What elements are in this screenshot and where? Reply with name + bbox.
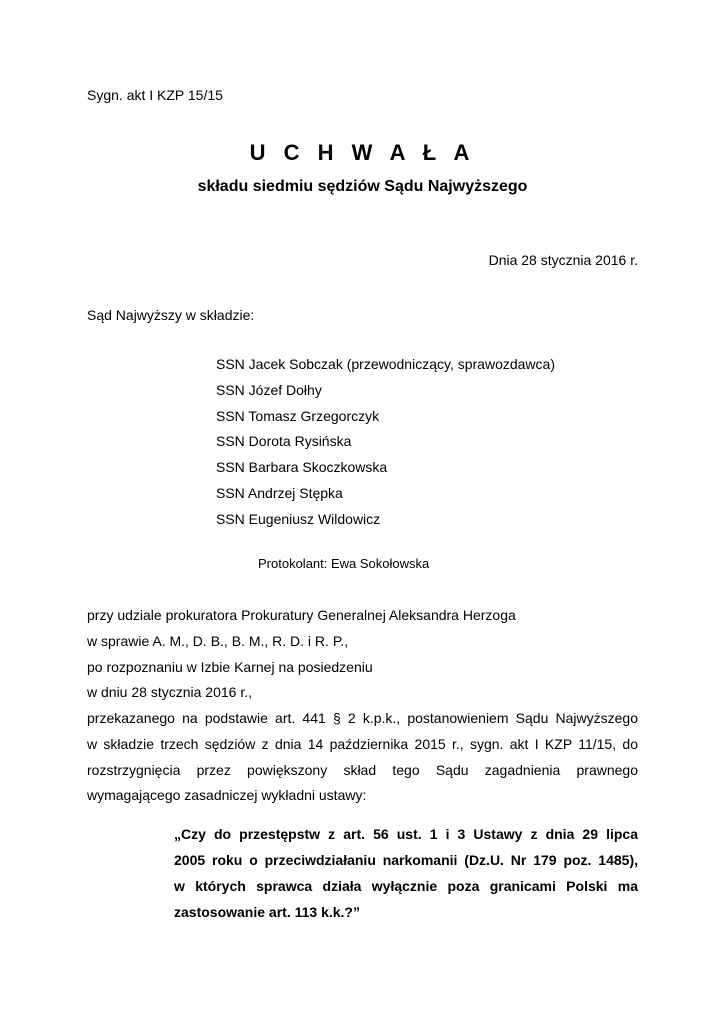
proceedings-line: przy udziale prokuratora Prokuratury Generalnej Aleksandra Herzoga [87,607,516,623]
proceedings-line: w sprawie A. M., D. B., B. M., R. D. i R. P., [87,632,349,649]
court-reporter: Protokolant: Ewa Sokołowska [258,556,430,571]
judge-item: SSN Tomasz Grzegorczyk [216,407,380,424]
legal-question [174,821,638,925]
composition-intro: Sąd Najwyższy w składzie: [87,307,255,323]
proceedings-line: w dniu 28 stycznia 2016 r., [87,684,252,701]
question-line: 2005 roku o przeciwdziałaniu narkomanii (Dz.U. Nr 179 poz. 1485), [174,852,638,868]
question-line: w których sprawca działa wyłącznie poza granicami Polski ma [174,878,638,894]
case-signature: Sygn. akt I KZP 15/15 [87,87,223,103]
proceedings-lines [87,603,516,706]
judge-item: SSN Andrzej Stępka [216,484,343,501]
judges-list [216,352,555,533]
document-date: Dnia 28 stycznia 2016 r. [488,252,638,268]
referral-line: w składzie trzech sędziów z dnia 14 października 2015 r., sygn. akt I KZP 11/15, do [87,735,638,752]
document-title: U C H W A Ł A [249,140,476,165]
document-subtitle: składu siedmiu sędziów Sądu Najwyższego [197,178,528,195]
judge-item: SSN Józef Dołhy [216,381,322,398]
proceedings-line: po rozpoznaniu w Izbie Karnej na posiedzeniu [87,658,373,675]
judge-item: SSN Eugeniusz Wildowicz [216,510,381,527]
referral-line: wymagającego zasadniczej wykładni ustawy: [87,787,367,804]
referral-paragraph [87,706,638,809]
question-line: „Czy do przestępstw z art. 56 ust. 1 i 3 Ustawy z dnia 29 lipca [174,826,638,842]
judge-item: SSN Barbara Skoczkowska [216,459,388,476]
judge-item: SSN Dorota Rysińska [216,433,352,450]
judge-item: SSN Jacek Sobczak (przewodniczący, sprawozdawca) [216,356,555,372]
referral-line: przekazanego na podstawie art. 441 § 2 k.p.k., postanowieniem Sądu Najwyższego [87,710,638,726]
referral-line: rozstrzygnięcia przez powiększony skład tego Sądu zagadnienia prawnego [87,761,638,778]
question-line: zastosowanie art. 113 k.k.?” [174,904,360,920]
